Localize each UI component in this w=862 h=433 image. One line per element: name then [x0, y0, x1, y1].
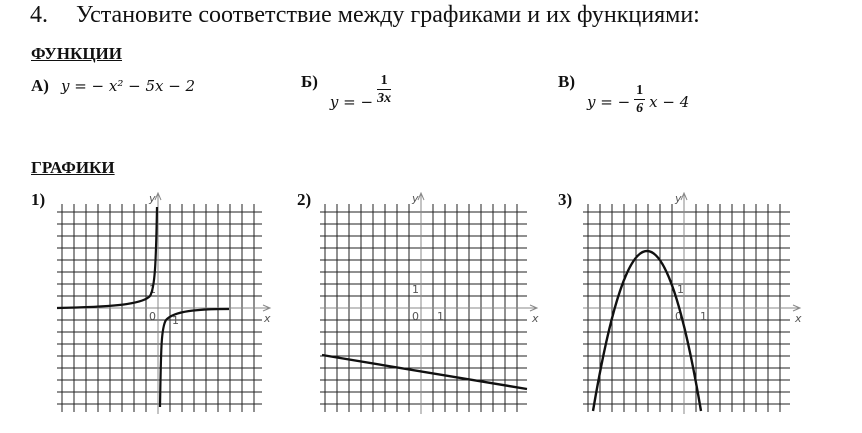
- y-unit-label: 1: [149, 283, 156, 296]
- hyperbola-curve-left: [57, 207, 157, 308]
- y-axis-label: y: [149, 192, 156, 205]
- y-unit-label: 1: [677, 283, 684, 296]
- function-c: [558, 72, 690, 116]
- graph-2: [320, 192, 545, 417]
- function-b-numerator: 1: [377, 72, 391, 90]
- graph-3: [583, 192, 808, 417]
- x-unit-label: 1: [700, 310, 707, 323]
- graph-1: [57, 192, 272, 417]
- x-unit-label: 1: [437, 310, 444, 323]
- line-graph: [322, 355, 527, 389]
- parabola-curve: [593, 251, 701, 411]
- functions-heading: ФУНКЦИИ: [31, 44, 123, 63]
- function-a: [31, 76, 195, 96]
- task-number: 4.: [30, 2, 48, 28]
- graph-2-label: 2): [297, 190, 312, 209]
- function-c-denominator: 6: [636, 101, 644, 116]
- graph-1-label: 1): [31, 190, 46, 209]
- x-unit-label: 1: [172, 314, 179, 327]
- function-b-fraction: [377, 72, 391, 107]
- graph-3-label: 3): [558, 190, 573, 209]
- function-a-label: А): [31, 76, 49, 95]
- origin-label: 0: [675, 310, 682, 323]
- function-c-suffix: x − 4: [649, 92, 690, 111]
- axes: [57, 193, 270, 414]
- graphs-heading: ГРАФИКИ: [31, 158, 115, 177]
- y-axis-label: y: [412, 192, 419, 205]
- x-axis-label: x: [795, 312, 802, 325]
- x-axis-label: x: [264, 312, 271, 325]
- x-axis-label: x: [532, 312, 539, 325]
- function-c-numerator: 1: [636, 83, 644, 98]
- function-b-label: Б): [301, 72, 318, 91]
- function-b-prefix: y = −: [329, 92, 374, 111]
- axes: [320, 193, 537, 414]
- origin-label: 0: [412, 310, 419, 323]
- function-b: [301, 72, 392, 111]
- y-axis-label: y: [675, 192, 682, 205]
- task-heading: [30, 2, 700, 29]
- task-text: Установите соответствие между графиками и их функциями:: [76, 2, 700, 28]
- y-unit-label: 1: [412, 283, 419, 296]
- origin-label: 0: [149, 310, 156, 323]
- function-c-label: В): [558, 72, 575, 91]
- function-c-prefix: y = −: [587, 92, 631, 111]
- function-b-denominator: 3x: [377, 91, 392, 106]
- function-a-formula: y = − x² − 5x − 2: [60, 77, 196, 95]
- function-c-fraction: [634, 82, 645, 117]
